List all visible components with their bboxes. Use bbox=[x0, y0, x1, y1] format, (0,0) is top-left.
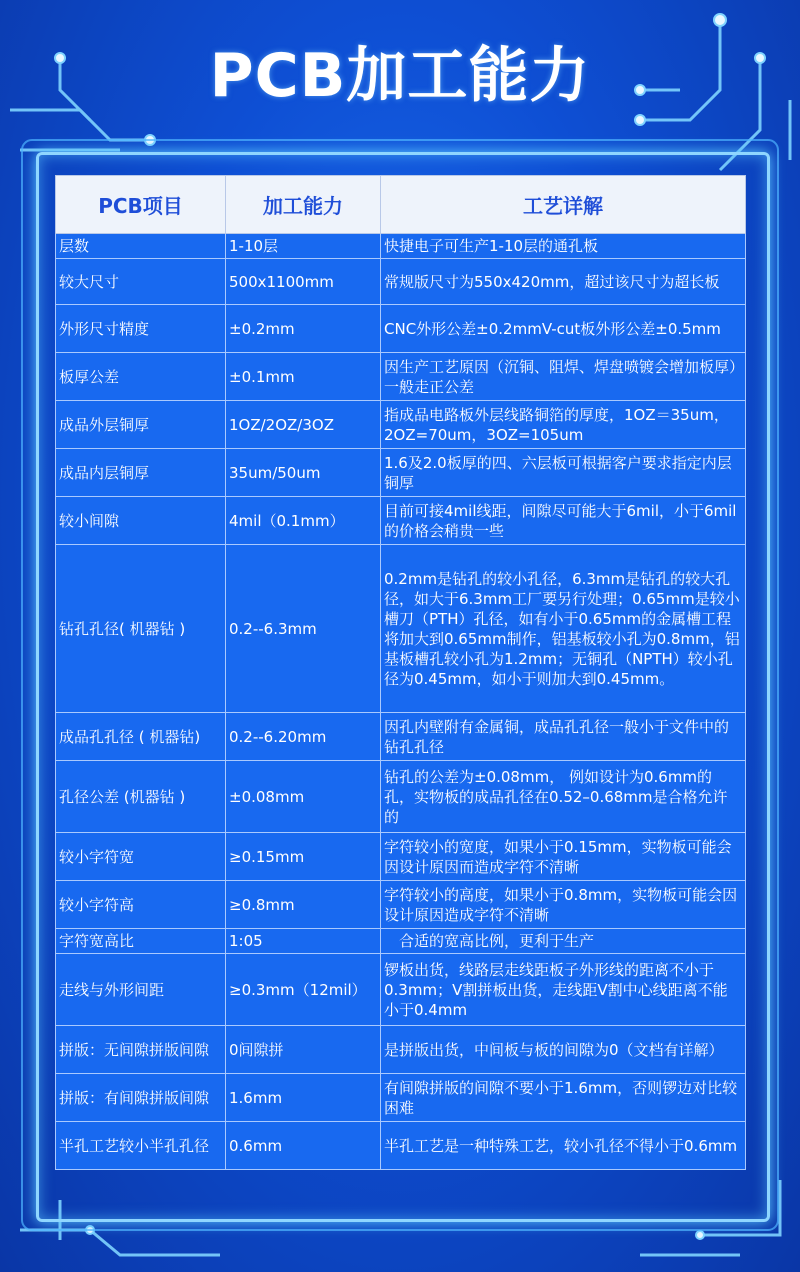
cell-detail: 1.6及2.0板厚的四、六层板可根据客户要求指定内层铜厚 bbox=[381, 449, 746, 497]
cell-capability: 1.6mm bbox=[226, 1074, 381, 1122]
cell-detail: 快捷电子可生产1-10层的通孔板 bbox=[381, 234, 746, 259]
cell-detail: 字符较小的高度，如果小于0.8mm，实物板可能会因设计原因造成字符不清晰 bbox=[381, 881, 746, 929]
cell-detail: 因生产工艺原因（沉铜、阻焊、焊盘喷镀会增加板厚）一般走正公差 bbox=[381, 353, 746, 401]
cell-detail: 钻孔的公差为±0.08mm， 例如设计为0.6mm的孔，实物板的成品孔径在0.52–0.68mm是合格允许的 bbox=[381, 761, 746, 833]
cell-item: 较小间隙 bbox=[56, 497, 226, 545]
table-row bbox=[56, 497, 746, 545]
cell-detail: 有间隙拼版的间隙不要小于1.6mm，否则锣边对比较困难 bbox=[381, 1074, 746, 1122]
table-row bbox=[56, 1122, 746, 1170]
cell-capability: 1:05 bbox=[226, 929, 381, 954]
table-row bbox=[56, 761, 746, 833]
cell-capability: 1OZ/2OZ/3OZ bbox=[226, 401, 381, 449]
cell-item: 成品孔孔径 ( 机器钻) bbox=[56, 713, 226, 761]
page-title: PCB加工能力 bbox=[209, 41, 591, 111]
cell-detail: 因孔内壁附有金属铜，成品孔孔径一般小于文件中的钻孔孔径 bbox=[381, 713, 746, 761]
cell-item: 成品外层铜厚 bbox=[56, 401, 226, 449]
cell-detail: CNC外形公差±0.2mmV-cut板外形公差±0.5mm bbox=[381, 305, 746, 353]
header-item: PCB项目 bbox=[56, 176, 226, 234]
table-row bbox=[56, 305, 746, 353]
table-row bbox=[56, 929, 746, 954]
cell-item: 字符宽高比 bbox=[56, 929, 226, 954]
cell-item: 半孔工艺较小半孔孔径 bbox=[56, 1122, 226, 1170]
cell-detail: 指成品电路板外层线路铜箔的厚度，1OZ＝35um，2OZ=70um，3OZ=105um bbox=[381, 401, 746, 449]
cell-detail: 字符较小的宽度，如果小于0.15mm，实物板可能会因设计原因而造成字符不清晰 bbox=[381, 833, 746, 881]
cell-item: 较小字符高 bbox=[56, 881, 226, 929]
table-row bbox=[56, 234, 746, 259]
cell-item: 层数 bbox=[56, 234, 226, 259]
header-detail: 工艺详解 bbox=[381, 176, 746, 234]
table-row bbox=[56, 713, 746, 761]
cell-capability: ≥0.3mm（12mil） bbox=[226, 954, 381, 1026]
cell-capability: ±0.08mm bbox=[226, 761, 381, 833]
cell-item: 成品内层铜厚 bbox=[56, 449, 226, 497]
cell-capability: 0.2--6.20mm bbox=[226, 713, 381, 761]
cell-detail: 常规版尺寸为550x420mm，超过该尺寸为超长板 bbox=[381, 259, 746, 305]
table-row bbox=[56, 881, 746, 929]
cell-detail: 锣板出货，线路层走线距板子外形线的距离不小于0.3mm；V割拼板出货，走线距V割中心线距离不能小于0.4mm bbox=[381, 954, 746, 1026]
cell-capability: 500x1100mm bbox=[226, 259, 381, 305]
cell-item: 孔径公差 (机器钻 ) bbox=[56, 761, 226, 833]
table-row bbox=[56, 353, 746, 401]
table-row bbox=[56, 259, 746, 305]
header-capability: 加工能力 bbox=[226, 176, 381, 234]
table-row bbox=[56, 1026, 746, 1074]
capability-table bbox=[55, 175, 746, 1170]
cell-detail: 半孔工艺是一种特殊工艺，较小孔径不得小于0.6mm bbox=[381, 1122, 746, 1170]
cell-item: 拼版：无间隙拼版间隙 bbox=[56, 1026, 226, 1074]
table-row bbox=[56, 954, 746, 1026]
cell-capability: 0.2--6.3mm bbox=[226, 545, 381, 713]
cell-detail: 目前可接4mil线距，间隙尽可能大于6mil，小于6mil的价格会稍贵一些 bbox=[381, 497, 746, 545]
cell-capability: 0间隙拼 bbox=[226, 1026, 381, 1074]
cell-detail: 是拼版出货，中间板与板的间隙为0（文档有详解） bbox=[381, 1026, 746, 1074]
cell-capability: 4mil（0.1mm） bbox=[226, 497, 381, 545]
cell-detail: 0.2mm是钻孔的较小孔径，6.3mm是钻孔的较大孔径，如大于6.3mm工厂要另行处理；0.65mm是较小槽刀（PTH）孔径，如有小于0.65mm的金属槽工程将加大到0.65mm制作，铝基板较小孔为0.8mm，铝基板槽孔较小孔为1.2mm；无铜孔（NPTH）较小孔径为0.45mm，如小于则加大到0.45mm。 bbox=[381, 545, 746, 713]
cell-item: 较大尺寸 bbox=[56, 259, 226, 305]
cell-detail: 合适的宽高比例，更利于生产 bbox=[381, 929, 746, 954]
cell-item: 较小字符宽 bbox=[56, 833, 226, 881]
table-row bbox=[56, 545, 746, 713]
cell-item: 走线与外形间距 bbox=[56, 954, 226, 1026]
table-row bbox=[56, 449, 746, 497]
cell-item: 拼版：有间隙拼版间隙 bbox=[56, 1074, 226, 1122]
cell-capability: 1-10层 bbox=[226, 234, 381, 259]
cell-capability: 0.6mm bbox=[226, 1122, 381, 1170]
cell-capability: ≥0.8mm bbox=[226, 881, 381, 929]
cell-item: 板厚公差 bbox=[56, 353, 226, 401]
table-header-row bbox=[56, 176, 746, 234]
cell-capability: 35um/50um bbox=[226, 449, 381, 497]
table-row bbox=[56, 401, 746, 449]
cell-capability: ±0.1mm bbox=[226, 353, 381, 401]
cell-item: 外形尺寸精度 bbox=[56, 305, 226, 353]
cell-item: 钻孔孔径( 机器钻 ) bbox=[56, 545, 226, 713]
table-row bbox=[56, 833, 746, 881]
table-row bbox=[56, 1074, 746, 1122]
cell-capability: ≥0.15mm bbox=[226, 833, 381, 881]
cell-capability: ±0.2mm bbox=[226, 305, 381, 353]
